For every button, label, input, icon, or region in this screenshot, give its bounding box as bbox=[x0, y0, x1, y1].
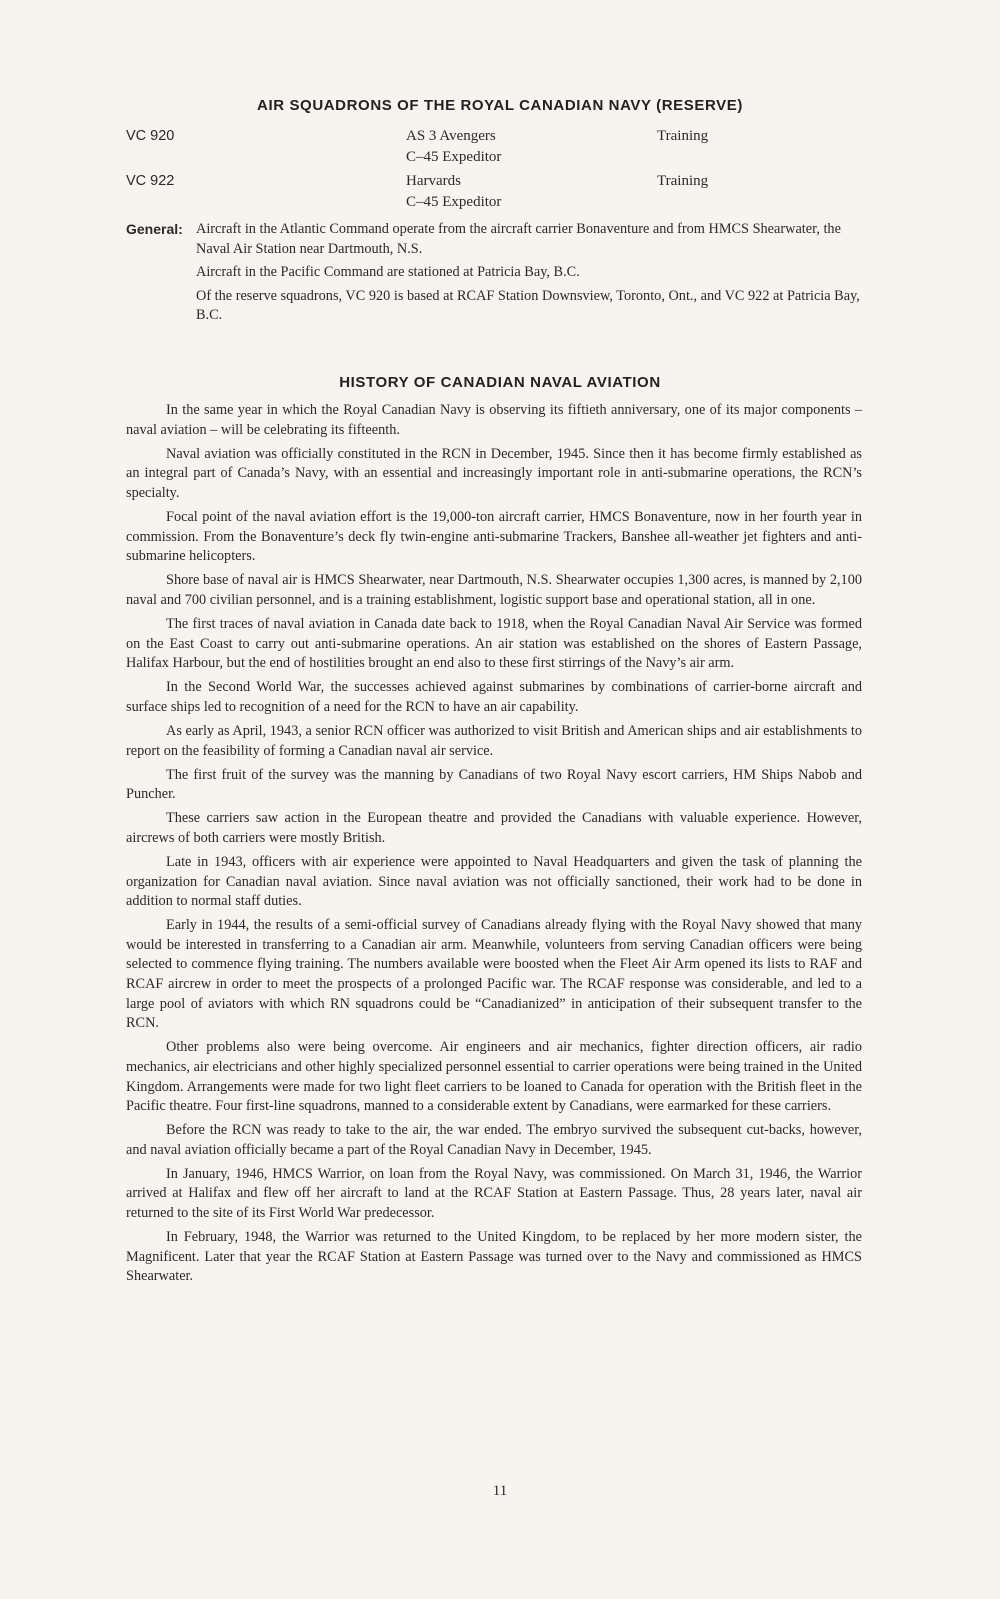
squadrons-heading: AIR SQUADRONS OF THE ROYAL CANADIAN NAVY (RESERVE) bbox=[257, 97, 743, 114]
squadron-aircraft: AS 3 Avengers bbox=[406, 128, 496, 144]
history-paragraph: In the same year in which the Royal Canadian Navy is observing its fiftieth anniversary, one of its major components – naval aviation – will be celebrating its fifteenth. bbox=[126, 402, 862, 438]
squadron-aircraft: C–45 Expeditor bbox=[406, 194, 502, 210]
history-paragraph: In the Second World War, the successes achieved against submarines by combinations of carrier-borne aircraft and surface ships led to recognition of a need for the RCN to have an air capability. bbox=[126, 679, 862, 715]
history-paragraph: Early in 1944, the results of a semi-official survey of Canadians already flying with the Royal Navy showed that many would be interested in transferring to a Canadian air arm. Meanwhile, volunteers from serving Canadian officers were being selected to commence flying training. The numbers available were boosted when the Fleet Air Arm opened its lists to RAF and RCAF aircrew in order to meet the prospects of a prolonged Pacific war. The RCAF response was considerable, and led to a large pool of aviators with which RN squadrons could be “Canadianized” in anticipation of their subsequent transfer to the RCN. bbox=[126, 917, 862, 1032]
history-paragraph: Naval aviation was officially constituted in the RCN in December, 1945. Since then it has become firmly established as an integral part of Canada’s Navy, with an essential and increasingly important role in anti-submarine operations, the RCN’s specialty. bbox=[126, 445, 862, 501]
history-paragraph: The first fruit of the survey was the manning by Canadians of two Royal Navy escort carriers, HM Ships Nabob and Puncher. bbox=[126, 766, 862, 803]
general-paragraph: Aircraft in the Atlantic Command operate from the aircraft carrier Bonaventure and from HMCS Shearwater, the Naval Air Station near Dartmouth, N.S. bbox=[196, 221, 841, 257]
squadron-id: VC 920 bbox=[126, 128, 175, 144]
page-number: 11 bbox=[492, 1483, 508, 1499]
history-paragraph: Other problems also were being overcome. Air engineers and air mechanics, fighter direction officers, air radio mechanics, air electricians and other highly specialized personnel essential to carrier operations were being trained in the United Kingdom. Arrangements were made for two light fleet carriers to be loaned to Canada for operation with the British fleet in the Pacific theatre. Four first-line squadrons, manned to a considerable extent by Canadians, were earmarked for these carriers. bbox=[126, 1039, 862, 1115]
history-paragraph: As early as April, 1943, a senior RCN officer was authorized to visit British and American ships and air establishments to report on the feasibility of forming a Canadian naval air service. bbox=[126, 722, 862, 759]
history-paragraph: These carriers saw action in the European theatre and provided the Canadians with valuable experience. However, aircrews of both carriers were mostly British. bbox=[126, 810, 862, 846]
squadron-aircraft: Harvards bbox=[406, 173, 461, 189]
general-notes bbox=[126, 220, 866, 330]
history-paragraph: Late in 1943, officers with air experience were appointed to Naval Headquarters and given the task of planning the organization for Canadian naval aviation. Since naval aviation was not officially sanctioned, their work had to be done in addition to normal staff duties. bbox=[126, 853, 862, 910]
squadron-aircraft: C–45 Expeditor bbox=[406, 149, 502, 165]
general-label: General: bbox=[126, 221, 183, 237]
history-paragraph: Shore base of naval air is HMCS Shearwater, near Dartmouth, N.S. Shearwater occupies 1,300 acres, is manned by 2,100 naval and 700 civilian personnel, and is a training establishment, logistic support base and operational station, all in one. bbox=[126, 572, 862, 608]
history-paragraph: The first traces of naval aviation in Canada date back to 1918, when the Royal Canadian Naval Air Service was formed on the East Coast to carry out anti-submarine operations. An air station was established on the shores of Eastern Passage, Halifax Harbour, but the end of hostilities brought an end also to these first stirrings of the Navy’s air arm. bbox=[126, 615, 862, 672]
history-paragraph: Focal point of the naval aviation effort is the 19,000-ton aircraft carrier, HMCS Bonaventure, now in her fourth year in commission. From the Bonaventure’s deck fly twin-engine anti-submarine Trackers, Banshee all-weather jet fighters and anti-submarine helicopters. bbox=[126, 508, 862, 565]
history-paragraph: In February, 1948, the Warrior was returned to the United Kingdom, to be replaced by her more modern sister, the Magnificent. Later that year the RCAF Station at Eastern Passage was turned over to the Navy and commissioned as HMCS Shearwater. bbox=[126, 1229, 862, 1285]
history-paragraph: Before the RCN was ready to take to the air, the war ended. The embryo survived the subsequent cut-backs, however, and naval aviation officially became a part of the Royal Canadian Navy in December, 1945. bbox=[126, 1122, 862, 1158]
general-paragraph: Of the reserve squadrons, VC 920 is based at RCAF Station Downsview, Toronto, Ont., and VC 922 at Patricia Bay, B.C. bbox=[196, 287, 860, 323]
history-heading: HISTORY OF CANADIAN NAVAL AVIATION bbox=[339, 374, 661, 391]
squadron-role: Training bbox=[657, 128, 709, 144]
squadron-id: VC 922 bbox=[126, 173, 175, 189]
history-body bbox=[126, 401, 862, 1291]
squadron-role: Training bbox=[657, 173, 709, 189]
history-paragraph: In January, 1946, HMCS Warrior, on loan from the Royal Navy, was commissioned. On March 31, 1946, the Warrior arrived at Halifax and flew off her aircraft to land at the RCAF Station at Eastern Passage. Thus, 28 years later, naval air returned to the site of its First World War predecessor. bbox=[126, 1165, 862, 1222]
general-paragraph: Aircraft in the Pacific Command are stationed at Patricia Bay, B.C. bbox=[196, 264, 580, 280]
